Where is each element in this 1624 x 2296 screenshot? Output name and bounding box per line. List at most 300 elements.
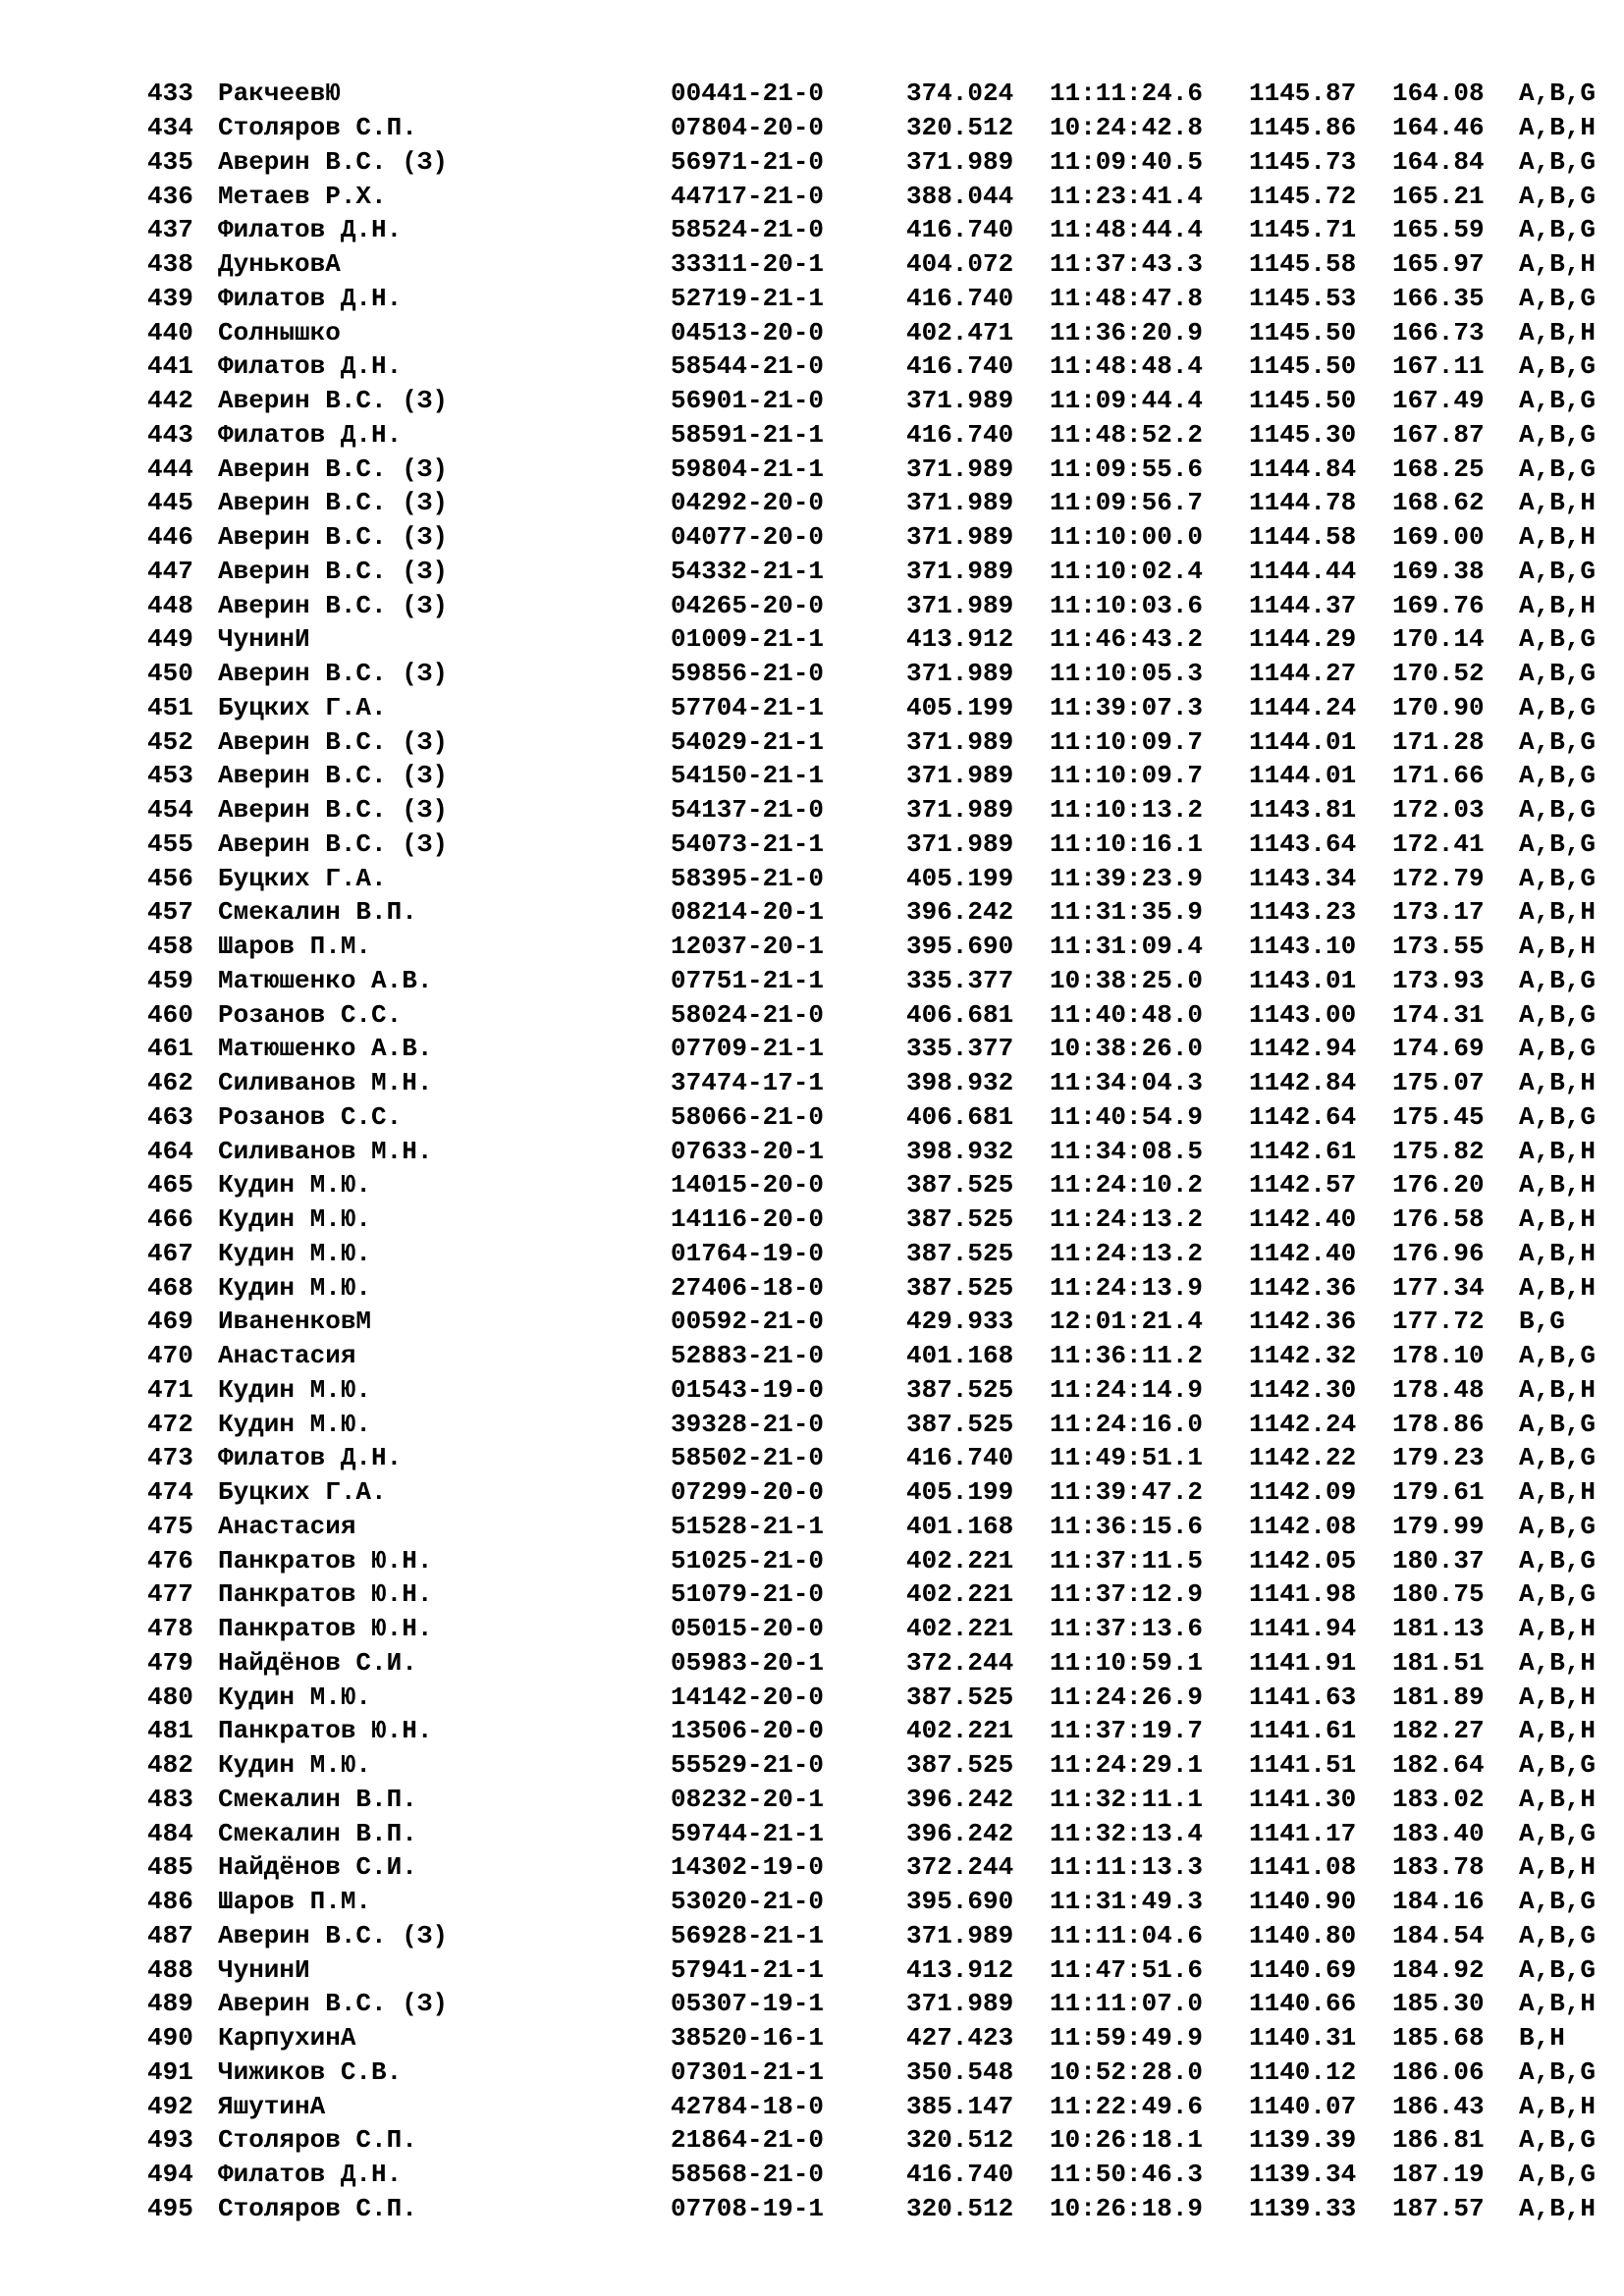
distance-cell: 402.221 bbox=[906, 1716, 1014, 1746]
table-row bbox=[147, 2192, 1596, 2226]
place-cell: 461 bbox=[147, 1034, 193, 1064]
arrival-time-cell: 11:24:29.1 bbox=[1050, 1750, 1204, 1781]
arrival-time-cell: 11:37:43.3 bbox=[1050, 249, 1204, 280]
arrival-time-cell: 11:32:11.1 bbox=[1050, 1784, 1204, 1814]
name-cell: Смекалин В.П. bbox=[218, 1818, 417, 1848]
name-cell: Буцких Г.А. bbox=[218, 1477, 387, 1508]
arrival-time-cell: 11:40:54.9 bbox=[1050, 1101, 1204, 1132]
ring-number-cell: 08232-20-1 bbox=[671, 1784, 825, 1814]
flags-cell: A,B,H bbox=[1519, 1238, 1597, 1268]
arrival-time-cell: 11:37:12.9 bbox=[1050, 1579, 1204, 1610]
table-row bbox=[147, 2123, 1596, 2158]
distance-cell: 405.199 bbox=[906, 692, 1014, 722]
speed-cell: 1144.58 bbox=[1249, 522, 1357, 553]
table-row bbox=[147, 793, 1596, 828]
ring-number-cell: 21864-21-0 bbox=[671, 2125, 825, 2156]
flags-cell: A,B,G bbox=[1519, 2160, 1597, 2190]
flags-cell: A,B,G bbox=[1519, 79, 1597, 109]
table-row bbox=[147, 384, 1596, 418]
distance-cell: 395.690 bbox=[906, 932, 1014, 962]
flags-cell: A,B,G bbox=[1519, 1579, 1597, 1610]
speed-cell: 1143.34 bbox=[1249, 863, 1357, 893]
speed-cell: 1143.81 bbox=[1249, 795, 1357, 826]
speed-cell: 1145.86 bbox=[1249, 113, 1357, 143]
coefficient-cell: 184.54 bbox=[1392, 1920, 1485, 1950]
name-cell: Аверин В.С. (З) bbox=[218, 659, 449, 689]
flags-cell: B,G bbox=[1519, 1307, 1565, 1337]
speed-cell: 1142.36 bbox=[1249, 1307, 1357, 1337]
coefficient-cell: 172.79 bbox=[1392, 863, 1485, 893]
place-cell: 442 bbox=[147, 386, 193, 416]
arrival-time-cell: 11:10:05.3 bbox=[1050, 659, 1204, 689]
arrival-time-cell: 11:36:20.9 bbox=[1050, 317, 1204, 347]
table-row bbox=[147, 1168, 1596, 1202]
flags-cell: A,B,G bbox=[1519, 556, 1597, 586]
flags-cell: A,B,H bbox=[1519, 2091, 1597, 2121]
coefficient-cell: 184.16 bbox=[1392, 1887, 1485, 1917]
flags-cell: A,B,H bbox=[1519, 1170, 1597, 1201]
ring-number-cell: 44717-21-0 bbox=[671, 181, 825, 211]
ring-number-cell: 56901-21-0 bbox=[671, 386, 825, 416]
ring-number-cell: 27406-18-0 bbox=[671, 1272, 825, 1303]
name-cell: Панкратов Ю.Н. bbox=[218, 1545, 433, 1575]
arrival-time-cell: 11:34:04.3 bbox=[1050, 1068, 1204, 1098]
name-cell: Аверин В.С. (З) bbox=[218, 1920, 449, 1950]
arrival-time-cell: 11:39:23.9 bbox=[1050, 863, 1204, 893]
coefficient-cell: 167.49 bbox=[1392, 386, 1485, 416]
name-cell: Розанов С.С. bbox=[218, 1101, 403, 1132]
table-row bbox=[147, 1441, 1596, 1475]
place-cell: 456 bbox=[147, 863, 193, 893]
distance-cell: 405.199 bbox=[906, 1477, 1014, 1508]
table-row bbox=[147, 1032, 1596, 1066]
arrival-time-cell: 11:09:55.6 bbox=[1050, 454, 1204, 484]
distance-cell: 401.168 bbox=[906, 1341, 1014, 1371]
table-row bbox=[147, 1407, 1596, 1441]
ring-number-cell: 08214-20-1 bbox=[671, 897, 825, 928]
table-row bbox=[147, 1987, 1596, 2021]
table-row bbox=[147, 1066, 1596, 1100]
place-cell: 469 bbox=[147, 1307, 193, 1337]
place-cell: 435 bbox=[147, 146, 193, 177]
ring-number-cell: 39328-21-0 bbox=[671, 1409, 825, 1439]
coefficient-cell: 182.64 bbox=[1392, 1750, 1485, 1781]
ring-number-cell: 05307-19-1 bbox=[671, 1989, 825, 2019]
distance-cell: 320.512 bbox=[906, 2125, 1014, 2156]
place-cell: 477 bbox=[147, 1579, 193, 1610]
speed-cell: 1142.40 bbox=[1249, 1238, 1357, 1268]
speed-cell: 1145.73 bbox=[1249, 146, 1357, 177]
speed-cell: 1142.32 bbox=[1249, 1341, 1357, 1371]
name-cell: Буцких Г.А. bbox=[218, 692, 387, 722]
coefficient-cell: 177.34 bbox=[1392, 1272, 1485, 1303]
place-cell: 449 bbox=[147, 624, 193, 655]
distance-cell: 387.525 bbox=[906, 1204, 1014, 1235]
ring-number-cell: 01543-19-0 bbox=[671, 1374, 825, 1405]
distance-cell: 371.989 bbox=[906, 761, 1014, 791]
coefficient-cell: 176.58 bbox=[1392, 1204, 1485, 1235]
name-cell: Филатов Д.Н. bbox=[218, 283, 403, 313]
coefficient-cell: 181.13 bbox=[1392, 1614, 1485, 1644]
speed-cell: 1141.08 bbox=[1249, 1852, 1357, 1883]
ring-number-cell: 07709-21-1 bbox=[671, 1034, 825, 1064]
table-row bbox=[147, 179, 1596, 213]
ring-number-cell: 05015-20-0 bbox=[671, 1614, 825, 1644]
speed-cell: 1142.57 bbox=[1249, 1170, 1357, 1201]
arrival-time-cell: 10:24:42.8 bbox=[1050, 113, 1204, 143]
table-row bbox=[147, 1748, 1596, 1783]
speed-cell: 1141.63 bbox=[1249, 1682, 1357, 1712]
flags-cell: A,B,H bbox=[1519, 1647, 1597, 1678]
speed-cell: 1142.24 bbox=[1249, 1409, 1357, 1439]
ring-number-cell: 51025-21-0 bbox=[671, 1545, 825, 1575]
distance-cell: 371.989 bbox=[906, 488, 1014, 518]
distance-cell: 371.989 bbox=[906, 454, 1014, 484]
ring-number-cell: 54073-21-1 bbox=[671, 828, 825, 859]
name-cell: Аверин В.С. (З) bbox=[218, 726, 449, 757]
table-row bbox=[147, 1339, 1596, 1373]
name-cell: Розанов С.С. bbox=[218, 999, 403, 1030]
distance-cell: 374.024 bbox=[906, 79, 1014, 109]
ring-number-cell: 58024-21-0 bbox=[671, 999, 825, 1030]
name-cell: Метаев Р.Х. bbox=[218, 181, 387, 211]
speed-cell: 1139.39 bbox=[1249, 2125, 1357, 2156]
ring-number-cell: 14116-20-0 bbox=[671, 1204, 825, 1235]
name-cell: Аверин В.С. (З) bbox=[218, 386, 449, 416]
table-row bbox=[147, 930, 1596, 964]
name-cell: РакчеевЮ bbox=[218, 79, 341, 109]
ring-number-cell: 07708-19-1 bbox=[671, 2193, 825, 2223]
table-row bbox=[147, 282, 1596, 316]
distance-cell: 372.244 bbox=[906, 1852, 1014, 1883]
ring-number-cell: 58066-21-0 bbox=[671, 1101, 825, 1132]
flags-cell: A,B,G bbox=[1519, 828, 1597, 859]
place-cell: 463 bbox=[147, 1101, 193, 1132]
coefficient-cell: 184.92 bbox=[1392, 1954, 1485, 1985]
speed-cell: 1145.50 bbox=[1249, 386, 1357, 416]
distance-cell: 402.221 bbox=[906, 1579, 1014, 1610]
table-row bbox=[147, 1885, 1596, 1919]
arrival-time-cell: 11:10:09.7 bbox=[1050, 761, 1204, 791]
ring-number-cell: 04513-20-0 bbox=[671, 317, 825, 347]
name-cell: Кудин М.Ю. bbox=[218, 1272, 372, 1303]
arrival-time-cell: 11:46:43.2 bbox=[1050, 624, 1204, 655]
flags-cell: A,B,G bbox=[1519, 1954, 1597, 1985]
speed-cell: 1142.30 bbox=[1249, 1374, 1357, 1405]
arrival-time-cell: 11:10:16.1 bbox=[1050, 828, 1204, 859]
distance-cell: 350.548 bbox=[906, 2056, 1014, 2087]
coefficient-cell: 168.25 bbox=[1392, 454, 1485, 484]
arrival-time-cell: 11:50:46.3 bbox=[1050, 2160, 1204, 2190]
place-cell: 465 bbox=[147, 1170, 193, 1201]
distance-cell: 429.933 bbox=[906, 1307, 1014, 1337]
distance-cell: 416.740 bbox=[906, 2160, 1014, 2190]
distance-cell: 320.512 bbox=[906, 2193, 1014, 2223]
coefficient-cell: 168.62 bbox=[1392, 488, 1485, 518]
arrival-time-cell: 11:24:16.0 bbox=[1050, 1409, 1204, 1439]
place-cell: 447 bbox=[147, 556, 193, 586]
coefficient-cell: 175.45 bbox=[1392, 1101, 1485, 1132]
ring-number-cell: 58544-21-0 bbox=[671, 351, 825, 382]
name-cell: Панкратов Ю.Н. bbox=[218, 1579, 433, 1610]
speed-cell: 1140.66 bbox=[1249, 1989, 1357, 2019]
arrival-time-cell: 11:36:11.2 bbox=[1050, 1341, 1204, 1371]
ring-number-cell: 59744-21-1 bbox=[671, 1818, 825, 1848]
coefficient-cell: 171.66 bbox=[1392, 761, 1485, 791]
table-row bbox=[147, 588, 1596, 622]
speed-cell: 1144.01 bbox=[1249, 761, 1357, 791]
distance-cell: 413.912 bbox=[906, 1954, 1014, 1985]
distance-cell: 427.423 bbox=[906, 2023, 1014, 2054]
name-cell: Матюшенко А.В. bbox=[218, 1034, 433, 1064]
arrival-time-cell: 11:11:24.6 bbox=[1050, 79, 1204, 109]
ring-number-cell: 04077-20-0 bbox=[671, 522, 825, 553]
table-row bbox=[147, 997, 1596, 1032]
speed-cell: 1139.33 bbox=[1249, 2193, 1357, 2223]
speed-cell: 1145.53 bbox=[1249, 283, 1357, 313]
table-row bbox=[147, 657, 1596, 691]
flags-cell: A,B,G bbox=[1519, 1341, 1597, 1371]
distance-cell: 416.740 bbox=[906, 419, 1014, 450]
arrival-time-cell: 11:24:13.9 bbox=[1050, 1272, 1204, 1303]
name-cell: ДуньковА bbox=[218, 249, 341, 280]
ring-number-cell: 05983-20-1 bbox=[671, 1647, 825, 1678]
flags-cell: A,B,G bbox=[1519, 2056, 1597, 2087]
coefficient-cell: 172.41 bbox=[1392, 828, 1485, 859]
coefficient-cell: 167.87 bbox=[1392, 419, 1485, 450]
place-cell: 467 bbox=[147, 1238, 193, 1268]
place-cell: 495 bbox=[147, 2193, 193, 2223]
speed-cell: 1145.58 bbox=[1249, 249, 1357, 280]
place-cell: 450 bbox=[147, 659, 193, 689]
name-cell: ЧунинИ bbox=[218, 624, 310, 655]
name-cell: Филатов Д.Н. bbox=[218, 2160, 403, 2190]
speed-cell: 1145.30 bbox=[1249, 419, 1357, 450]
table-row bbox=[147, 1237, 1596, 1271]
distance-cell: 387.525 bbox=[906, 1170, 1014, 1201]
place-cell: 434 bbox=[147, 113, 193, 143]
table-row bbox=[147, 1919, 1596, 1953]
arrival-time-cell: 11:10:00.0 bbox=[1050, 522, 1204, 553]
place-cell: 451 bbox=[147, 692, 193, 722]
name-cell: ЧунинИ bbox=[218, 1954, 310, 1985]
table-row bbox=[147, 2021, 1596, 2056]
ring-number-cell: 52719-21-1 bbox=[671, 283, 825, 313]
flags-cell: A,B,H bbox=[1519, 1272, 1597, 1303]
ring-number-cell: 14015-20-0 bbox=[671, 1170, 825, 1201]
distance-cell: 385.147 bbox=[906, 2091, 1014, 2121]
speed-cell: 1141.91 bbox=[1249, 1647, 1357, 1678]
name-cell: Панкратов Ю.Н. bbox=[218, 1614, 433, 1644]
place-cell: 487 bbox=[147, 1920, 193, 1950]
ring-number-cell: 51079-21-0 bbox=[671, 1579, 825, 1610]
arrival-time-cell: 11:11:13.3 bbox=[1050, 1852, 1204, 1883]
speed-cell: 1142.94 bbox=[1249, 1034, 1357, 1064]
distance-cell: 371.989 bbox=[906, 146, 1014, 177]
place-cell: 468 bbox=[147, 1272, 193, 1303]
coefficient-cell: 164.46 bbox=[1392, 113, 1485, 143]
place-cell: 480 bbox=[147, 1682, 193, 1712]
distance-cell: 371.989 bbox=[906, 726, 1014, 757]
name-cell: Филатов Д.Н. bbox=[218, 1443, 403, 1473]
distance-cell: 396.242 bbox=[906, 1784, 1014, 1814]
flags-cell: A,B,G bbox=[1519, 386, 1597, 416]
name-cell: Филатов Д.Н. bbox=[218, 419, 403, 450]
coefficient-cell: 186.81 bbox=[1392, 2125, 1485, 2156]
distance-cell: 371.989 bbox=[906, 1989, 1014, 2019]
distance-cell: 388.044 bbox=[906, 181, 1014, 211]
speed-cell: 1143.64 bbox=[1249, 828, 1357, 859]
table-row bbox=[147, 1816, 1596, 1850]
place-cell: 452 bbox=[147, 726, 193, 757]
arrival-time-cell: 11:09:40.5 bbox=[1050, 146, 1204, 177]
speed-cell: 1145.72 bbox=[1249, 181, 1357, 211]
arrival-time-cell: 11:39:07.3 bbox=[1050, 692, 1204, 722]
table-row bbox=[147, 1577, 1596, 1612]
table-row bbox=[147, 349, 1596, 384]
distance-cell: 387.525 bbox=[906, 1238, 1014, 1268]
distance-cell: 416.740 bbox=[906, 351, 1014, 382]
arrival-time-cell: 11:48:48.4 bbox=[1050, 351, 1204, 382]
speed-cell: 1144.29 bbox=[1249, 624, 1357, 655]
place-cell: 484 bbox=[147, 1818, 193, 1848]
speed-cell: 1145.87 bbox=[1249, 79, 1357, 109]
ring-number-cell: 57941-21-1 bbox=[671, 1954, 825, 1985]
arrival-time-cell: 11:34:08.5 bbox=[1050, 1136, 1204, 1166]
place-cell: 476 bbox=[147, 1545, 193, 1575]
speed-cell: 1142.22 bbox=[1249, 1443, 1357, 1473]
place-cell: 470 bbox=[147, 1341, 193, 1371]
coefficient-cell: 185.68 bbox=[1392, 2023, 1485, 2054]
table-row bbox=[147, 1475, 1596, 1510]
name-cell: Шаров П.М. bbox=[218, 1887, 372, 1917]
ring-number-cell: 56928-21-1 bbox=[671, 1920, 825, 1950]
arrival-time-cell: 11:31:49.3 bbox=[1050, 1887, 1204, 1917]
ring-number-cell: 37474-17-1 bbox=[671, 1068, 825, 1098]
ring-number-cell: 00592-21-0 bbox=[671, 1307, 825, 1337]
distance-cell: 413.912 bbox=[906, 624, 1014, 655]
ring-number-cell: 14302-19-0 bbox=[671, 1852, 825, 1883]
place-cell: 458 bbox=[147, 932, 193, 962]
flags-cell: A,B,H bbox=[1519, 590, 1597, 620]
speed-cell: 1144.01 bbox=[1249, 726, 1357, 757]
flags-cell: A,B,H bbox=[1519, 1136, 1597, 1166]
coefficient-cell: 169.76 bbox=[1392, 590, 1485, 620]
flags-cell: A,B,H bbox=[1519, 113, 1597, 143]
ring-number-cell: 57704-21-1 bbox=[671, 692, 825, 722]
arrival-time-cell: 11:40:48.0 bbox=[1050, 999, 1204, 1030]
flags-cell: A,B,H bbox=[1519, 1682, 1597, 1712]
place-cell: 490 bbox=[147, 2023, 193, 2054]
distance-cell: 405.199 bbox=[906, 863, 1014, 893]
table-row bbox=[147, 1270, 1596, 1305]
distance-cell: 320.512 bbox=[906, 113, 1014, 143]
place-cell: 478 bbox=[147, 1614, 193, 1644]
flags-cell: A,B,G bbox=[1519, 624, 1597, 655]
arrival-time-cell: 12:01:21.4 bbox=[1050, 1307, 1204, 1337]
distance-cell: 404.072 bbox=[906, 249, 1014, 280]
coefficient-cell: 186.43 bbox=[1392, 2091, 1485, 2121]
coefficient-cell: 173.17 bbox=[1392, 897, 1485, 928]
arrival-time-cell: 11:11:07.0 bbox=[1050, 1989, 1204, 2019]
distance-cell: 402.471 bbox=[906, 317, 1014, 347]
speed-cell: 1145.50 bbox=[1249, 351, 1357, 382]
speed-cell: 1144.84 bbox=[1249, 454, 1357, 484]
coefficient-cell: 164.84 bbox=[1392, 146, 1485, 177]
name-cell: Аверин В.С. (З) bbox=[218, 761, 449, 791]
place-cell: 439 bbox=[147, 283, 193, 313]
flags-cell: A,B,H bbox=[1519, 488, 1597, 518]
flags-cell: A,B,G bbox=[1519, 1511, 1597, 1541]
distance-cell: 371.989 bbox=[906, 522, 1014, 553]
table-row bbox=[147, 1783, 1596, 1817]
ring-number-cell: 04292-20-0 bbox=[671, 488, 825, 518]
flags-cell: A,B,G bbox=[1519, 1101, 1597, 1132]
name-cell: Смекалин В.П. bbox=[218, 1784, 417, 1814]
arrival-time-cell: 11:47:51.6 bbox=[1050, 1954, 1204, 1985]
flags-cell: A,B,G bbox=[1519, 1920, 1597, 1950]
table-row bbox=[147, 452, 1596, 486]
flags-cell: A,B,H bbox=[1519, 1204, 1597, 1235]
place-cell: 440 bbox=[147, 317, 193, 347]
table-row bbox=[147, 1202, 1596, 1237]
ring-number-cell: 53020-21-0 bbox=[671, 1887, 825, 1917]
place-cell: 454 bbox=[147, 795, 193, 826]
speed-cell: 1144.37 bbox=[1249, 590, 1357, 620]
table-row bbox=[147, 1952, 1596, 1987]
name-cell: Аверин В.С. (З) bbox=[218, 1989, 449, 2019]
speed-cell: 1139.34 bbox=[1249, 2160, 1357, 2190]
distance-cell: 335.377 bbox=[906, 1034, 1014, 1064]
flags-cell: A,B,H bbox=[1519, 1989, 1597, 2019]
name-cell: Силиванов М.Н. bbox=[218, 1136, 433, 1166]
arrival-time-cell: 10:38:26.0 bbox=[1050, 1034, 1204, 1064]
coefficient-cell: 182.27 bbox=[1392, 1716, 1485, 1746]
flags-cell: A,B,G bbox=[1519, 1443, 1597, 1473]
place-cell: 481 bbox=[147, 1716, 193, 1746]
ring-number-cell: 42784-18-0 bbox=[671, 2091, 825, 2121]
coefficient-cell: 177.72 bbox=[1392, 1307, 1485, 1337]
arrival-time-cell: 11:24:14.9 bbox=[1050, 1374, 1204, 1405]
ring-number-cell: 07751-21-1 bbox=[671, 965, 825, 995]
distance-cell: 406.681 bbox=[906, 1101, 1014, 1132]
coefficient-cell: 164.08 bbox=[1392, 79, 1485, 109]
distance-cell: 395.690 bbox=[906, 1887, 1014, 1917]
table-row bbox=[147, 724, 1596, 759]
speed-cell: 1142.36 bbox=[1249, 1272, 1357, 1303]
distance-cell: 371.989 bbox=[906, 556, 1014, 586]
name-cell: Кудин М.Ю. bbox=[218, 1170, 372, 1201]
arrival-time-cell: 11:31:09.4 bbox=[1050, 932, 1204, 962]
speed-cell: 1142.84 bbox=[1249, 1068, 1357, 1098]
place-cell: 485 bbox=[147, 1852, 193, 1883]
speed-cell: 1142.40 bbox=[1249, 1204, 1357, 1235]
coefficient-cell: 180.37 bbox=[1392, 1545, 1485, 1575]
arrival-time-cell: 11:36:15.6 bbox=[1050, 1511, 1204, 1541]
table-row bbox=[147, 2056, 1596, 2090]
flags-cell: A,B,G bbox=[1519, 419, 1597, 450]
place-cell: 436 bbox=[147, 181, 193, 211]
place-cell: 455 bbox=[147, 828, 193, 859]
place-cell: 453 bbox=[147, 761, 193, 791]
coefficient-cell: 179.99 bbox=[1392, 1511, 1485, 1541]
arrival-time-cell: 11:32:13.4 bbox=[1050, 1818, 1204, 1848]
speed-cell: 1142.09 bbox=[1249, 1477, 1357, 1508]
name-cell: Силиванов М.Н. bbox=[218, 1068, 433, 1098]
arrival-time-cell: 10:52:28.0 bbox=[1050, 2056, 1204, 2087]
ring-number-cell: 12037-20-1 bbox=[671, 932, 825, 962]
arrival-time-cell: 11:48:52.2 bbox=[1050, 419, 1204, 450]
